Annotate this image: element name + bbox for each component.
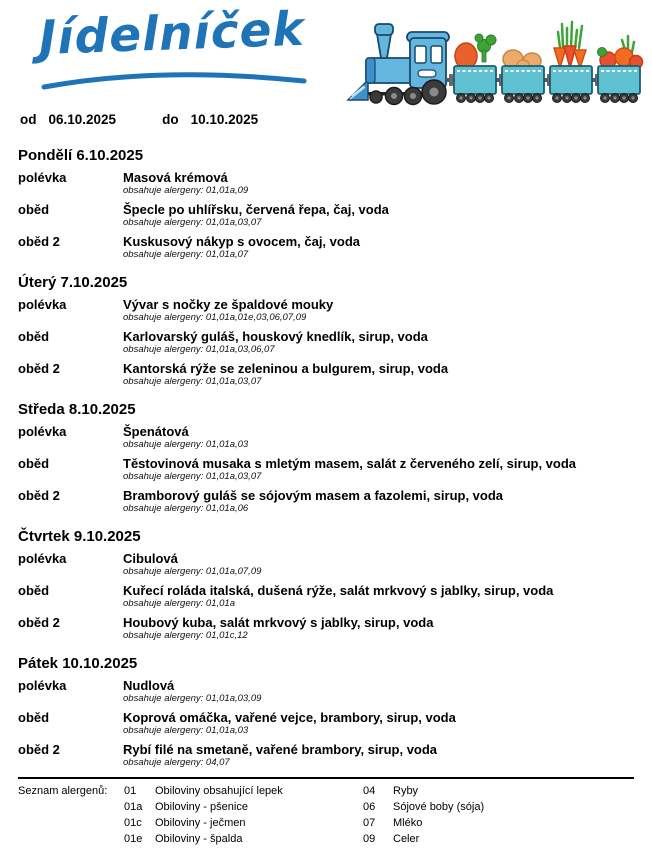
allergen-name: Mléko <box>393 817 423 829</box>
meal-row <box>18 329 634 355</box>
locomotive <box>348 24 449 105</box>
dish-allergens: obsahuje alergeny: 01,01a,07,09 <box>123 566 262 577</box>
dish-allergens: obsahuje alergeny: 01,01a,01e,03,06,07,09 <box>123 312 307 323</box>
allergen-code: 04 <box>363 785 376 797</box>
allergen-code: 01e <box>124 833 143 845</box>
meal-row <box>18 615 634 641</box>
dish-name: Koprová omáčka, vařené vejce, brambory, sirup, voda <box>123 710 456 725</box>
day-title: Středa 8.10.2025 <box>18 401 136 418</box>
meal-row <box>18 170 634 196</box>
allergen-code: 01a <box>124 801 143 813</box>
day-section-thursday <box>18 528 634 641</box>
logo-text: Jídelníček <box>38 1 306 67</box>
allergen-name: Obiloviny - ječmen <box>155 817 246 829</box>
dish-allergens: obsahuje alergeny: 01,01a,03 <box>123 725 249 736</box>
dish-name: Houbový kuba, salát mrkvový s jablky, sirup, voda <box>123 615 434 630</box>
legend-title: Seznam alergenů: <box>18 785 108 797</box>
allergen-name: Obiloviny obsahující lepek <box>155 785 283 797</box>
dish-allergens: obsahuje alergeny: 04,07 <box>123 757 230 768</box>
meal-type-label: oběd <box>18 329 50 344</box>
meal-row <box>18 361 634 387</box>
dish-name: Kuskusový nákyp s ovocem, čaj, voda <box>123 234 360 249</box>
date-range <box>20 112 634 128</box>
carrot-load <box>554 22 586 68</box>
dish-name: Těstovinová musaka s mletým masem, salát z červeného zelí, sirup, voda <box>123 456 577 471</box>
dish-allergens: obsahuje alergeny: 01,01a,03,07 <box>123 217 262 228</box>
dish-allergens: obsahuje alergeny: 01,01a,03 <box>123 439 249 450</box>
dish-name: Masová krémová <box>123 170 228 185</box>
dish-name: Karlovarský guláš, houskový knedlík, sirup, voda <box>123 329 428 344</box>
meal-row <box>18 202 634 228</box>
day-section-tuesday <box>18 274 634 387</box>
tomato-greens-load <box>598 36 643 69</box>
legend-row <box>18 815 634 831</box>
meal-type-label: oběd 2 <box>18 742 60 757</box>
dish-allergens: obsahuje alergeny: 01,01a,03,09 <box>123 693 262 704</box>
meal-type-label: oběd <box>18 456 50 471</box>
day-section-wednesday <box>18 401 634 514</box>
meal-type-label: oběd 2 <box>18 488 60 503</box>
allergen-code: 01c <box>124 817 142 829</box>
dish-name: Rybí filé na smetaně, vařené brambory, sirup, voda <box>123 742 438 757</box>
date-to-label: do <box>162 112 179 127</box>
allergen-code: 01 <box>124 785 137 797</box>
dish-allergens: obsahuje alergeny: 01,01a <box>123 598 235 609</box>
dish-allergens: obsahuje alergeny: 01,01a,09 <box>123 185 249 196</box>
meal-row <box>18 583 634 609</box>
dish-allergens: obsahuje alergeny: 01,01a,06 <box>123 503 249 514</box>
allergen-name: Obiloviny - pšenice <box>155 801 248 813</box>
day-title: Pátek 10.10.2025 <box>18 655 138 672</box>
legend-row <box>18 783 634 799</box>
day-title: Pondělí 6.10.2025 <box>18 147 144 164</box>
allergen-name: Celer <box>393 833 420 845</box>
allergen-code: 06 <box>363 801 376 813</box>
allergen-name: Obiloviny - špalda <box>155 833 243 845</box>
meal-row <box>18 297 634 323</box>
dish-allergens: obsahuje alergeny: 01,01a,03,07 <box>123 471 262 482</box>
meal-row <box>18 456 634 482</box>
dish-name: Vývar s nočky ze špaldové mouky <box>123 297 334 312</box>
tomato-broccoli-load <box>455 34 496 69</box>
meal-row <box>18 551 634 577</box>
allergen-legend <box>18 777 634 847</box>
meal-type-label: polévka <box>18 678 67 693</box>
day-section-monday <box>18 147 634 260</box>
meal-type-label: oběd 2 <box>18 234 60 249</box>
meal-type-label: oběd <box>18 710 50 725</box>
meal-row <box>18 424 634 450</box>
wagons <box>446 66 640 103</box>
meal-type-label: oběd <box>18 583 50 598</box>
date-from-label: od <box>20 112 37 127</box>
vegetable-train-illustration <box>346 10 646 108</box>
date-to-value: 10.10.2025 <box>190 112 259 127</box>
date-from-value: 06.10.2025 <box>48 112 117 127</box>
logo-underline-swoosh <box>40 70 308 92</box>
allergen-name: Sójové boby (sója) <box>393 801 485 813</box>
day-title: Úterý 7.10.2025 <box>18 274 128 291</box>
legend-row <box>18 799 634 815</box>
allergen-code: 07 <box>363 817 376 829</box>
meal-row <box>18 488 634 514</box>
dish-allergens: obsahuje alergeny: 01,01a,07 <box>123 249 249 260</box>
dish-name: Kantorská rýže se zeleninou a bulgurem, sirup, voda <box>123 361 449 376</box>
meal-type-label: polévka <box>18 424 67 439</box>
meal-row <box>18 710 634 736</box>
header <box>0 0 652 104</box>
meal-type-label: polévka <box>18 551 67 566</box>
meal-row <box>18 742 634 768</box>
meal-row <box>18 234 634 260</box>
meal-type-label: oběd <box>18 202 50 217</box>
day-section-friday <box>18 655 634 768</box>
dish-allergens: obsahuje alergeny: 01,01c,12 <box>123 630 248 641</box>
allergen-name: Ryby <box>393 785 419 797</box>
dish-name: Bramborový guláš se sójovým masem a fazolemi, sirup, voda <box>123 488 504 503</box>
dish-name: Kuřecí roláda italská, dušená rýže, salát mrkvový s jablky, sirup, voda <box>123 583 554 598</box>
legend-row <box>18 831 634 847</box>
dish-name: Nudlová <box>123 678 175 693</box>
logo <box>38 1 310 92</box>
dish-allergens: obsahuje alergeny: 01,01a,03,07 <box>123 376 262 387</box>
meal-type-label: oběd 2 <box>18 361 60 376</box>
dish-allergens: obsahuje alergeny: 01,01a,03,06,07 <box>123 344 275 355</box>
allergen-code: 09 <box>363 833 376 845</box>
meal-type-label: polévka <box>18 297 67 312</box>
meal-type-label: polévka <box>18 170 67 185</box>
meal-row <box>18 678 634 704</box>
dish-name: Cibulová <box>123 551 178 566</box>
dish-name: Špecle po uhlířsku, červená řepa, čaj, voda <box>123 202 389 217</box>
day-title: Čtvrtek 9.10.2025 <box>18 528 141 545</box>
meal-type-label: oběd 2 <box>18 615 60 630</box>
dish-name: Špenátová <box>123 424 189 439</box>
